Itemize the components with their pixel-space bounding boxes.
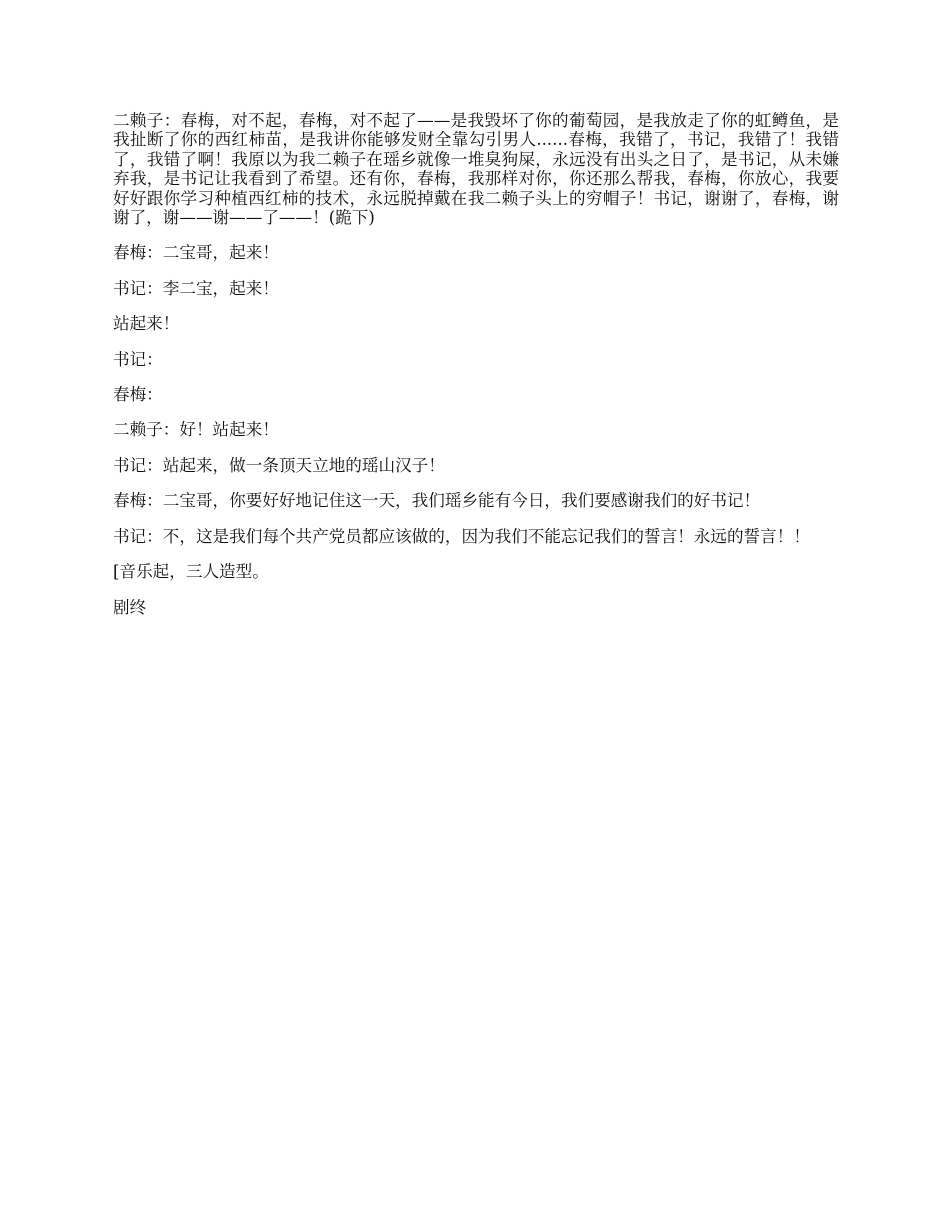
paragraph-erlaizi-2: 二赖子：好！站起来！ [113,420,279,440]
paragraph-shuji-3: 书记：站起来，做一条顶天立地的瑶山汉子！ [113,455,445,475]
paragraph-shuji-1: 书记：李二宝，起来！ [113,278,279,298]
paragraph-shuji-4: 书记：不，这是我们每个共产党员都应该做的，因为我们不能忘记我们的誓言！永远的誓言！！ [113,526,810,546]
paragraph-the-end: 剧终 [113,597,147,617]
paragraph-chunmei-3: 春梅：二宝哥，你要好好地记住这一天，我们瑶乡能有今日，我们要感谢我们的好书记！ [113,491,761,511]
paragraph-stage-direction: [音乐起，三人造型。 [113,562,269,582]
document-body [113,111,839,633]
paragraph-chunmei-2: 春梅： [113,385,163,405]
paragraph-shuji-2: 书记： [113,349,163,369]
paragraph-stand-up: 站起来！ [113,314,180,334]
paragraph-chunmei-1: 春梅：二宝哥，起来！ [113,243,279,263]
paragraph-erlaizi-apology: 二赖子：春梅，对不起，春梅，对不起了——是我毁坏了你的葡萄园，是我放走了你的虹鳟鱼，是我扯断了你的西红柿苗，是我讲你能够发财全靠勾引男人......春梅，我错了，书记，我错了！我错了，我错了啊！我原以为我二赖子在瑶乡就像一堆臭狗屎，永远没有出头之日了，是书记，从未嫌弃我，是书记让我看到了希望。还有你，春梅，我那样对你，你还那么帮我，春梅，你放心，我要好好跟你学习种植西红柿的技术，永远脱掉戴在我二赖子头上的穷帽子！书记，谢谢了，春梅，谢谢了，谢——谢——了——！(跪下) [113,111,839,228]
